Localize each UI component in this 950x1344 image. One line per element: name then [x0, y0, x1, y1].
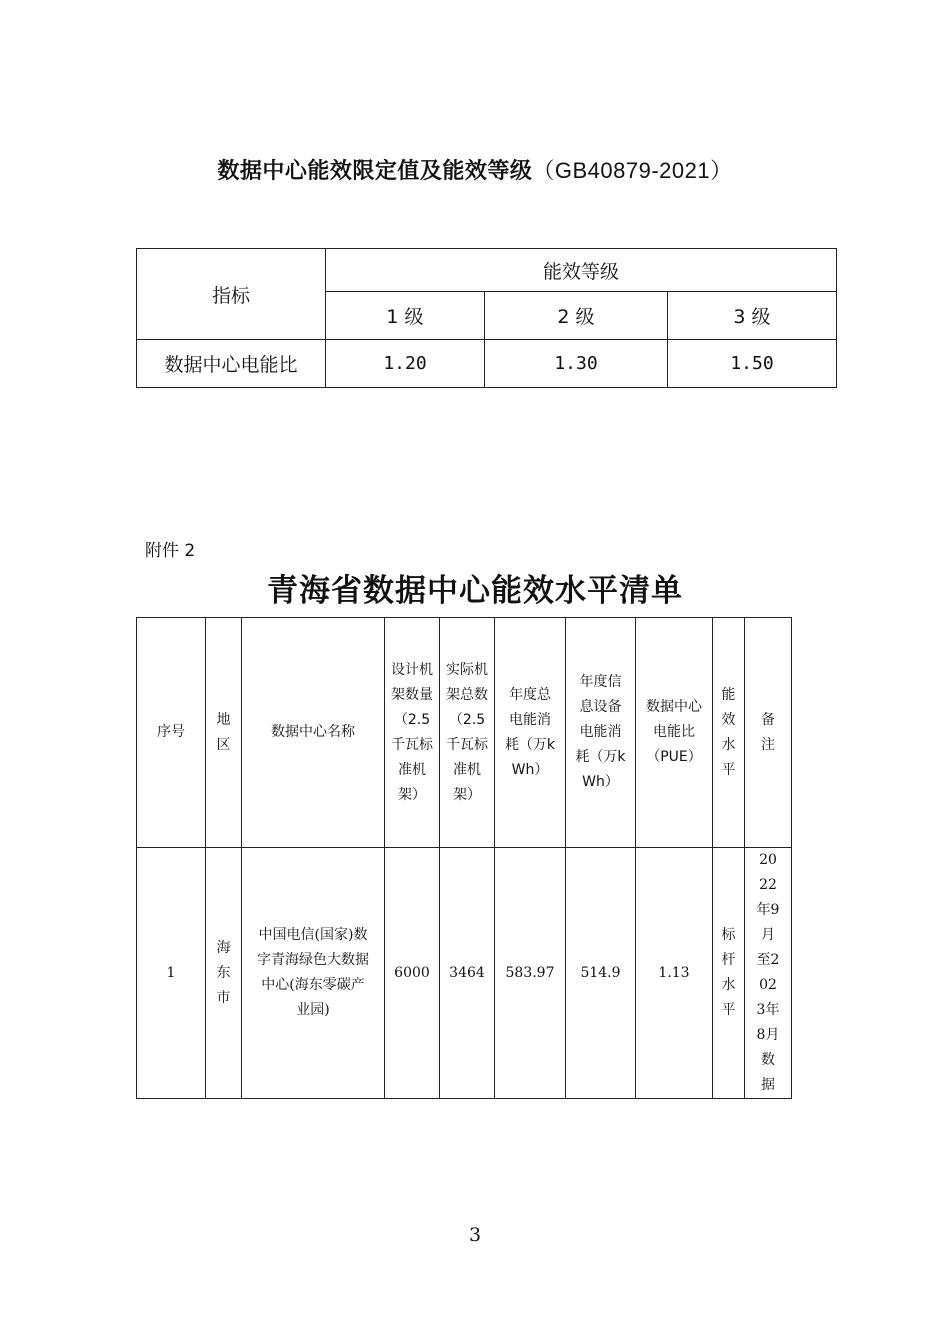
header-region: 地区: [206, 618, 242, 848]
cell-pue: 1.13: [636, 848, 713, 1099]
header-index: 序号: [137, 618, 206, 848]
cell-remark: 2022年9月至2023年8月数据: [745, 848, 792, 1099]
header-name: 数据中心名称: [242, 618, 385, 848]
list-title: 青海省数据中心能效水平清单: [267, 573, 683, 609]
header-pue: 数据中心电能比（PUE）: [636, 618, 713, 848]
cell-name: 中国电信(国家)数字青海绿色大数据中心(海东零碳产业园): [242, 848, 385, 1099]
document-title-main: 数据中心能效限定值及能效等级: [217, 159, 533, 184]
page-number: 3: [468, 1224, 482, 1246]
cell-index: 1: [137, 848, 206, 1099]
cell-it-energy: 514.9: [566, 848, 636, 1099]
efficiency-grade-table: [136, 248, 837, 388]
header-actual-racks: 实际机架总数（2.5千瓦标准机架）: [440, 618, 495, 848]
header-total-energy: 年度总电能消耗（万kWh）: [495, 618, 566, 848]
cell-level: 标杆水平: [713, 848, 745, 1099]
header-it-energy: 年度信息设备电能消耗（万kWh）: [566, 618, 636, 848]
grade-value-3: 1.50: [668, 340, 837, 388]
document-title-standard: （GB40879-2021）: [532, 158, 733, 183]
cell-region: 海东市: [206, 848, 242, 1099]
cell-design-racks: 6000: [385, 848, 440, 1099]
document-title: [0, 154, 950, 185]
header-remark: 备注: [745, 618, 792, 848]
header-level: 能效水平: [713, 618, 745, 848]
grade-value-2: 1.30: [485, 340, 668, 388]
attachment-label: 附件 2: [145, 541, 196, 561]
grade-level-1: 1 级: [326, 292, 485, 340]
grade-level-2: 2 级: [485, 292, 668, 340]
header-design-racks: 设计机架数量（2.5千瓦标准机架）: [385, 618, 440, 848]
datacenter-list-table: [136, 617, 792, 1099]
indicator-header: 指标: [137, 249, 326, 340]
cell-total-energy: 583.97: [495, 848, 566, 1099]
grade-group-header: 能效等级: [326, 249, 837, 292]
row-label-pue: 数据中心电能比: [137, 340, 326, 388]
cell-actual-racks: 3464: [440, 848, 495, 1099]
grade-level-3: 3 级: [668, 292, 837, 340]
table-row: [137, 848, 792, 1099]
grade-value-1: 1.20: [326, 340, 485, 388]
